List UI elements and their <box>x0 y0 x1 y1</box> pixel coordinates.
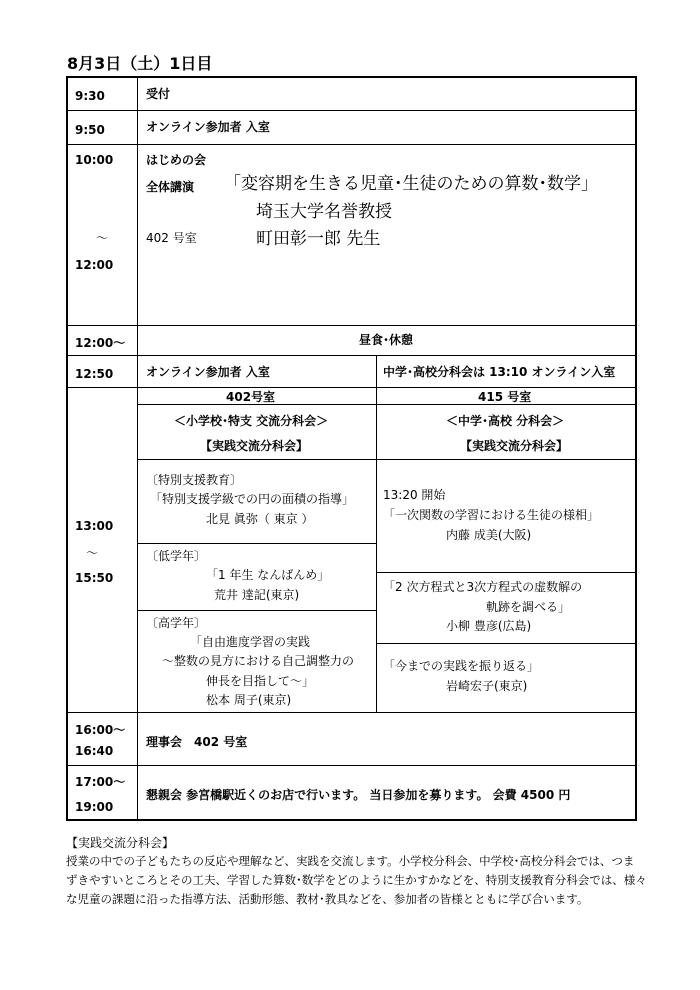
presentation-title: 「一次関数の学習における生徒の様相」 <box>383 508 600 522</box>
presenter: 荒井 達記(東京) <box>214 588 300 602</box>
right-room: 415 号室 <box>478 390 532 404</box>
room-402: 402 号室 <box>146 231 197 245</box>
time-0950: 9:50 <box>75 123 105 137</box>
presenter: 小柳 豊彦(広島) <box>446 619 532 633</box>
time-1550: 15:50 <box>75 571 114 585</box>
category-special-support: 〔特別支援教育〕 <box>146 473 243 487</box>
category-lower-grades: 〔低学年〕 <box>146 549 207 563</box>
presentation-title: 「1 年生 なんばんめ」 <box>206 568 330 582</box>
time-1300: 13:00 <box>75 519 114 533</box>
time-1640: 16:40 <box>75 744 114 758</box>
right-session: ＜中学･高校 分科会＞ <box>446 414 565 428</box>
time-1600: 16:00～ <box>75 723 126 737</box>
secondary-online-entry: 中学･高校分科会は 13:10 オンライン入室 <box>383 365 616 379</box>
presenter: 岩崎宏子(東京) <box>446 679 528 693</box>
start-time: 13:20 開始 <box>383 488 446 502</box>
left-session-type: 【実践交流分科会】 <box>200 439 309 453</box>
reception: 受付 <box>146 87 171 101</box>
time-1700: 17:00～ <box>75 775 126 789</box>
presentation-title: 「今までの実践を振り返る」 <box>383 659 540 673</box>
time-tilde: ～ <box>96 231 109 245</box>
social-gathering: 懇親会 参宮橋駅近くのお店で行います。 当日参加を募ります。 会費 4500 円 <box>146 788 571 802</box>
time-1900: 19:00 <box>75 800 114 814</box>
lecture-title: 「変容期を生きる児童･生徒のための算数･数学」 <box>224 174 598 194</box>
board-meeting: 理事会 402 号室 <box>146 735 248 749</box>
lecturer-name: 町田彰一郎 先生 <box>256 229 381 249</box>
time-1250: 12:50 <box>75 367 114 381</box>
left-room: 402号室 <box>226 390 276 404</box>
page-title: 8月3日（土）1日目 <box>67 54 213 73</box>
presentation-title-line1: 「2 次方程式と3次方程式の虚数解の <box>383 580 583 594</box>
presenter: 内藤 成美(大阪) <box>446 528 532 542</box>
note-line3: な児童の課題に沿った指導方法、活動形態、教材･教具などを、参加者の皆様とともに学び合います。 <box>66 892 589 906</box>
presentation-title-line2: 軌跡を調べる」 <box>486 600 571 614</box>
time-0930: 9:30 <box>75 89 105 103</box>
time-tilde-2: ～ <box>86 546 99 560</box>
presentation-title: 「特別支援学級での円の面積の指導」 <box>150 492 355 506</box>
plenary-label: 全体講演 <box>146 180 195 194</box>
right-session-type: 【実践交流分科会】 <box>460 439 569 453</box>
left-session: ＜小学校･特支 交流分科会＞ <box>174 414 329 428</box>
presentation-title-line2: ～整数の見方における自己調整力の <box>162 654 355 668</box>
time-1000: 10:00 <box>75 153 114 167</box>
category-upper-grades: 〔高学年〕 <box>146 616 207 630</box>
presentation-title-line3: 伸長を目指して～」 <box>206 674 315 688</box>
note-line1: 授業の中での子どもたちの反応や理解など、実践を交流します。小学校分科会、中学校･高校分科会では、つま <box>66 854 635 868</box>
note-line2: ずきやすいところとその工夫、学習した算数･数学をどのように生かすかなどを、特別支援教育分科会では、様々 <box>66 873 647 887</box>
lecturer-affiliation: 埼玉大学名誉教授 <box>256 202 392 222</box>
time-1200-lunch: 12:00～ <box>75 336 126 350</box>
time-1200: 12:00 <box>75 258 114 272</box>
presentation-title-line1: 「自由進度学習の実践 <box>190 635 311 649</box>
presenter: 松本 周子(東京) <box>206 693 292 707</box>
lunch-break: 昼食･休憩 <box>359 333 414 347</box>
online-entry: オンライン参加者 入室 <box>146 120 270 134</box>
opening-ceremony: はじめの会 <box>146 153 207 167</box>
note-heading: 【実践交流分科会】 <box>66 836 175 850</box>
presenter: 北見 眞弥（ 東京 ） <box>206 512 314 526</box>
online-entry-afternoon: オンライン参加者 入室 <box>146 365 270 379</box>
